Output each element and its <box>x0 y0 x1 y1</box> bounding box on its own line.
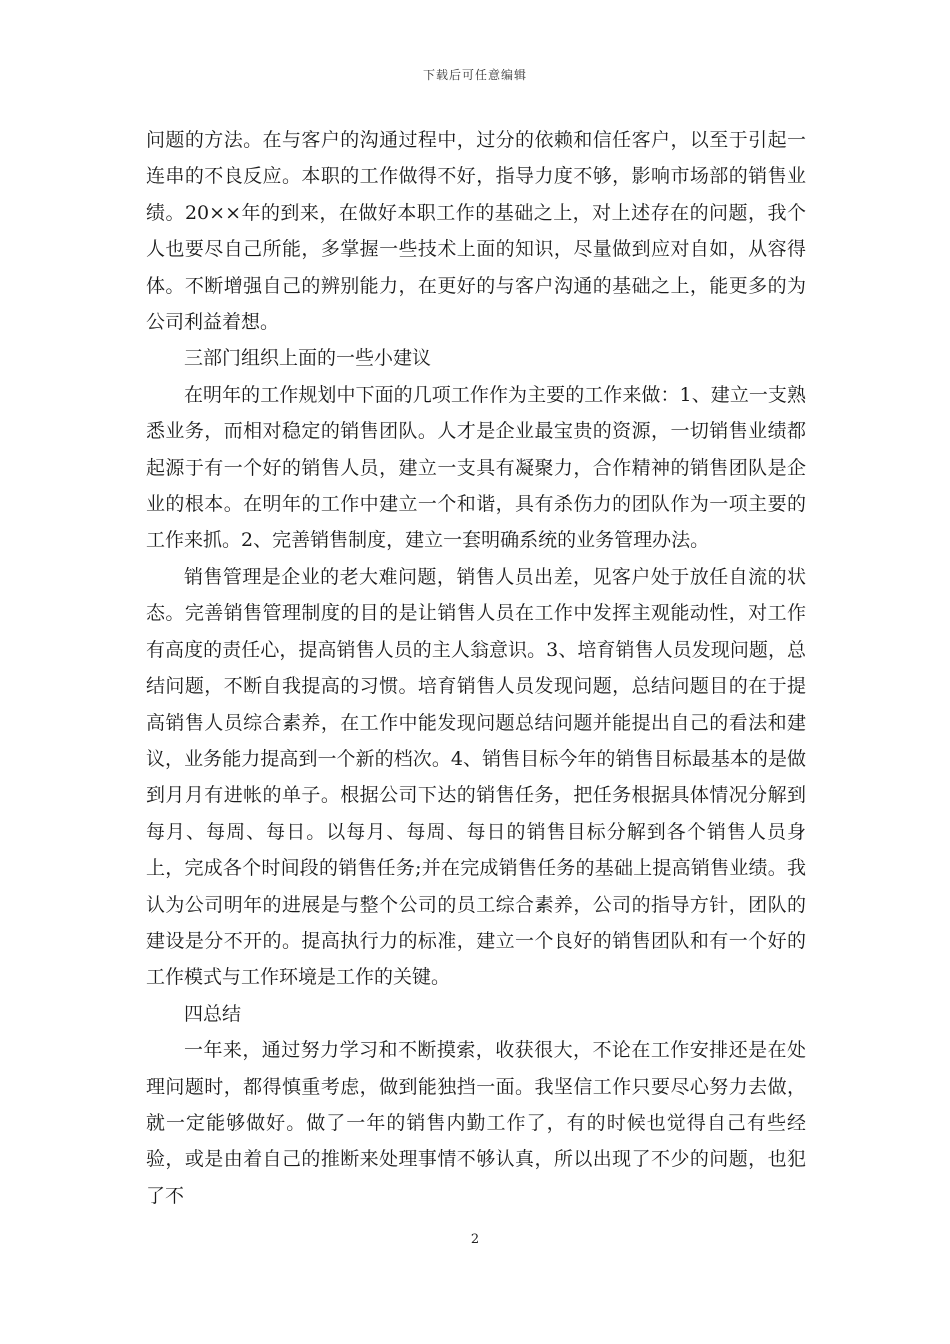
paragraph-work-plan: 在明年的工作规划中下面的几项工作作为主要的工作来做：1、建立一支熟悉业务，而相对稳定的销售团队。人才是企业最宝贵的资源，一切销售业绩都起源于有一个好的销售人员，建立一支具有凝聚力，合作精神的销售团队是企业的根本。在明年的工作中建立一个和谐，具有杀伤力的团队作为一项主要的工作来抓。2、完善销售制度，建立一套明确系统的业务管理办法。 <box>146 383 806 552</box>
paragraph-summary: 一年来，通过努力学习和不断摸索，收获很大，不论在工作安排还是在处理问题时，都得慎重考虑，做到能独挡一面。我坚信工作只要尽心努力去做，就一定能够做好。做了一年的销售内勤工作了，有的时候也觉得自己有些经验，或是由着自己的推断来处理事情不够认真，所以出现了不少的问题，也犯了不 <box>146 1039 806 1207</box>
section-heading-summary: 四总结 <box>184 1002 242 1025</box>
paragraph-continuation: 问题的方法。在与客户的沟通过程中，过分的依赖和信任客户，以至于引起一连串的不良反应。本职的工作做得不好，指导力度不够，影响市场部的销售业绩。20××年的到来，在做好本职工作的基础之上，对上述存在的问题，我个人也要尽自己所能，多掌握一些技术上面的知识，尽量做到应对自如，从容得体。不断增强自己的辨别能力，在更好的与客户沟通的基础之上，能更多的为公司利益着想。 <box>146 129 806 334</box>
document-body <box>146 122 806 1214</box>
paragraph-sales-management: 销售管理是企业的老大难问题，销售人员出差，见客户处于放任自流的状态。完善销售管理制度的目的是让销售人员在工作中发挥主观能动性，对工作有高度的责任心，提高销售人员的主人翁意识。3、培育销售人员发现问题，总结问题，不断自我提高的习惯。培育销售人员发现问题，总结问题目的在于提高销售人员综合素养，在工作中能发现问题总结问题并能提出自己的看法和建议，业务能力提高到一个新的档次。4、销售目标今年的销售目标最基本的是做到月月有进帐的单子。根据公司下达的销售任务，把任务根据具体情况分解到每月、每周、每日。以每月、每周、每日的销售目标分解到各个销售人员身上，完成各个时间段的销售任务;并在完成销售任务的基础上提高销售业绩。我认为公司明年的进展是与整个公司的员工综合素养，公司的指导方针，团队的建设是分不开的。提高执行力的标准，建立一个良好的销售团队和有一个好的工作模式与工作环境是工作的关键。 <box>146 565 806 989</box>
page-number: 2 <box>470 1232 480 1247</box>
page-header: 下载后可任意编辑 <box>422 68 527 82</box>
section-heading-suggestions: 三部门组织上面的一些小建议 <box>184 347 432 370</box>
